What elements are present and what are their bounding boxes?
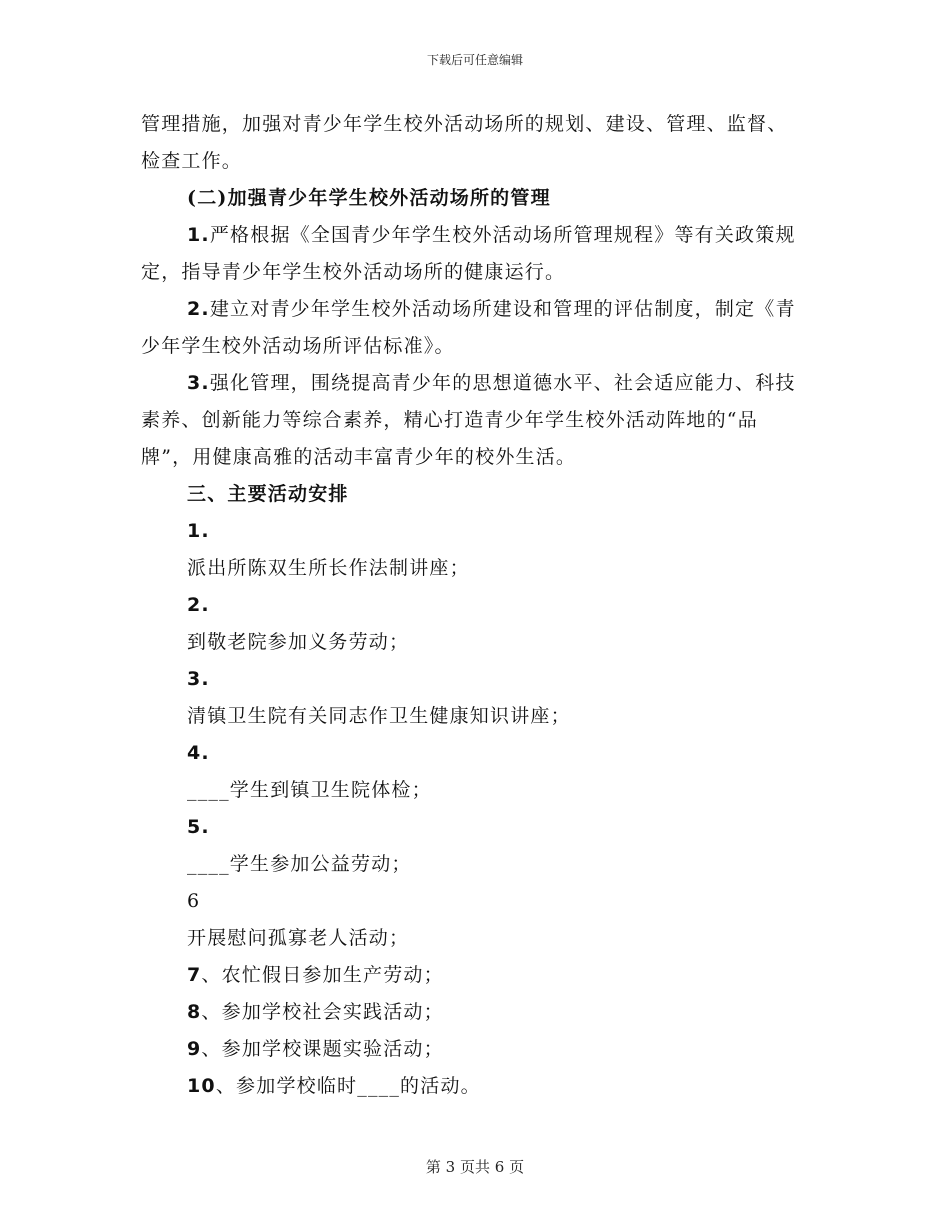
policy-item-2-text: 建立对青少年学生校外活动场所建设和管理的评估制度，制定《青少年学生校外活动场所评估标准》。 — [141, 298, 796, 357]
activity-8-number: 8 — [187, 1001, 202, 1023]
activity-5-text: ____学生参加公益劳动； — [187, 853, 412, 875]
activity-7-number: 7 — [187, 964, 202, 986]
activity-6-text: 开展慰问孤寡老人活动； — [187, 927, 410, 949]
activity-1-number: 1. — [187, 520, 210, 542]
policy-item-1-number: 1. — [187, 224, 210, 246]
activity-8-text: 、参加学校社会实践活动； — [201, 1001, 444, 1023]
activity-6-number: 6 — [187, 890, 201, 912]
activity-10 — [141, 1068, 801, 1105]
activity-3-number: 3. — [187, 668, 210, 690]
policy-item-1 — [141, 217, 801, 291]
activity-9-text: 、参加学校课题实验活动； — [201, 1038, 444, 1060]
policy-item-1-text: 严格根据《全国青少年学生校外活动场所管理规程》等有关政策规定，指导青少年学生校外活动场所的健康运行。 — [141, 224, 796, 283]
activity-5-number: 5. — [187, 816, 210, 838]
policy-item-3-text: 强化管理，围绕提高青少年的思想道德水平、社会适应能力、科技素养、创新能力等综合素养，精心打造青少年学生校外活动阵地的“品牌”，用健康高雅的活动丰富青少年的校外生活。 — [141, 372, 796, 468]
page-footer: 第 3 页共 6 页 — [425, 1158, 525, 1176]
policy-item-3 — [141, 365, 801, 476]
activity-9-number: 9 — [187, 1038, 202, 1060]
paragraph-continued: 管理措施，加强对青少年学生校外活动场所的规划、建设、管理、监督、检查工作。 — [141, 113, 788, 172]
activity-4-text: ____学生到镇卫生院体检； — [187, 779, 432, 801]
activity-7-text: 、农忙假日参加生产劳动； — [201, 964, 444, 986]
policy-item-2 — [141, 291, 801, 365]
activity-8 — [141, 994, 801, 1031]
policy-item-2-number: 2. — [187, 298, 210, 320]
activity-2-number: 2. — [187, 594, 210, 616]
section-2-title: (二)加强青少年学生校外活动场所的管理 — [187, 187, 551, 209]
activity-2-text: 到敬老院参加义务劳动； — [187, 631, 410, 653]
activity-3-text: 清镇卫生院有关同志作卫生健康知识讲座； — [187, 705, 571, 727]
activity-4-number: 4. — [187, 742, 210, 764]
page-header: 下载后可任意编辑 — [426, 53, 523, 67]
document-body — [141, 106, 801, 1105]
section-3-title: 三、主要活动安排 — [187, 483, 349, 505]
activity-7 — [141, 957, 801, 994]
activity-10-text: 、参加学校临时____的活动。 — [215, 1075, 481, 1097]
activity-10-number: 10 — [187, 1075, 216, 1097]
policy-item-3-number: 3. — [187, 372, 210, 394]
activity-1-text: 派出所陈双生所长作法制讲座； — [187, 557, 470, 579]
activity-9 — [141, 1031, 801, 1068]
